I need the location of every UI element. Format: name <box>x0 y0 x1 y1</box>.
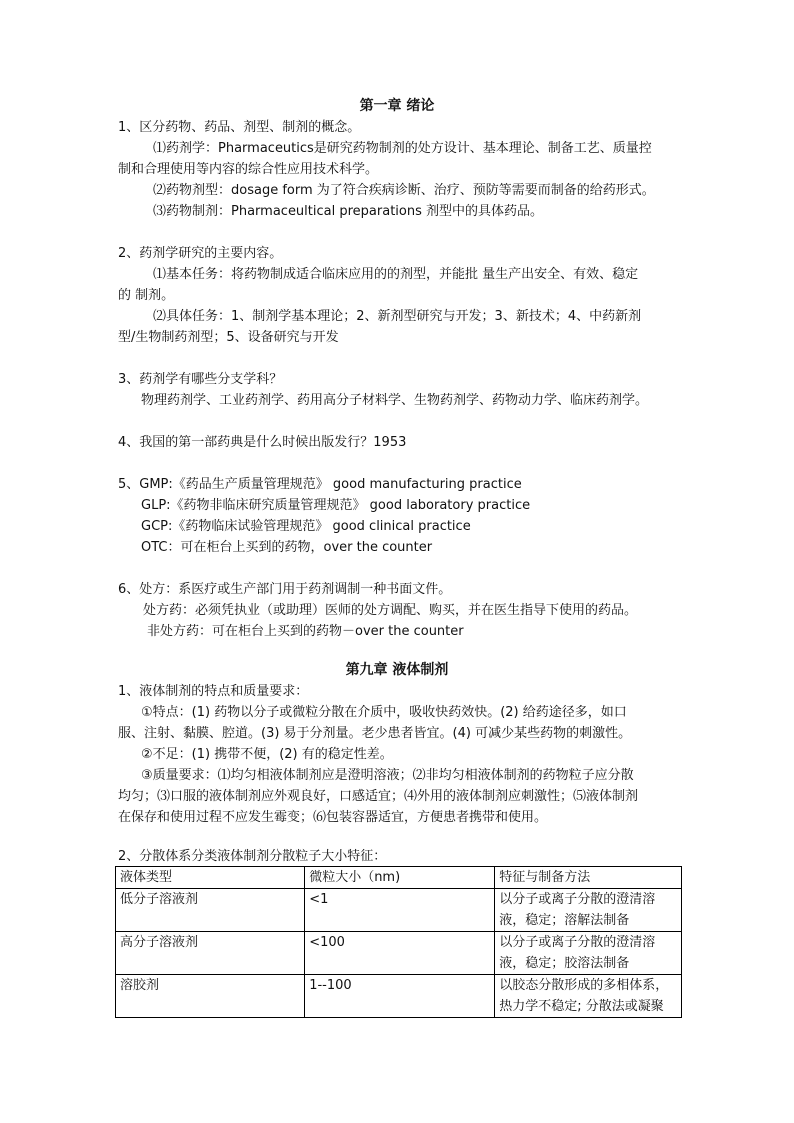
chapter9-title: 第九章 液体制剂 <box>345 662 449 678</box>
table-cell-type: 低分子溶液剂 <box>116 889 305 932</box>
ch9-q2: 2、分散体系分类液体制剂分散粒子大小特征： <box>118 849 387 864</box>
table-cell-feature <box>495 889 682 932</box>
ch1-q6-answer-1: 处方药：必须凭执业（或助理）医师的处方调配、购买，并在医生指导下使用的药品。 <box>143 603 638 618</box>
ch1-q3: 3、药剂学有哪些分支学科？ <box>118 372 283 387</box>
ch1-q3-answer: 物理药剂学、工业药剂学、药用高分子材料学、生物药剂学、药物动力学、临床药剂学。 <box>141 393 649 408</box>
table-cell-feature <box>495 932 682 975</box>
table-cell-type: 溶胶剂 <box>116 975 305 1018</box>
ch1-q5-glp: GLP:《药物非临床研究质量管理规范》 good laboratory practice <box>141 498 531 513</box>
ch1-q5-gmp: 5、GMP:《药品生产质量管理规范》 good manufacturing practice <box>118 477 522 492</box>
ch1-q1-answer-2: ⑵药物剂型：dosage form 为了符合疾病诊断、治疗、预防等需要而制备的给药形式。 <box>153 183 655 198</box>
table-row <box>116 975 682 1018</box>
ch9-quality-cont-1: 均匀；⑶口服的液体制剂应外观良好，口感适宜；⑷外用的液体制剂应刺激性；⑸液体制剂 <box>118 789 639 804</box>
ch1-q5-otc: OTC：可在柜台上买到的药物，over the counter <box>141 540 433 555</box>
table-cell-type: 高分子溶液剂 <box>116 932 305 975</box>
ch9-features-cont: 服、注射、黏膜、腔道。(3) 易于分剂量。老少患者皆宜。(4) 可减少某些药物的刺激性。 <box>118 726 632 741</box>
ch1-q2: 2、药剂学研究的主要内容。 <box>118 246 283 261</box>
feature-line: 以分子或离子分散的澄清溶 <box>499 892 656 907</box>
feature-line: 液，稳定；溶解法制备 <box>499 913 630 928</box>
chapter1-title: 第一章 绪论 <box>359 98 435 114</box>
ch1-q6-answer-2: 非处方药：可在柜台上买到的药物－over the counter <box>147 624 464 639</box>
ch9-q1: 1、液体制剂的特点和质量要求： <box>118 684 309 699</box>
ch9-quality: ③质量要求：⑴均匀相液体制剂应是澄明溶液；⑵非均匀相液体制剂的药物粒子应分散 <box>141 768 634 783</box>
table-cell-size: <1 <box>305 889 495 932</box>
ch1-q1-answer-3: ⑶药物制剂：Pharmaceultical preparations 剂型中的具体药品。 <box>153 204 544 219</box>
feature-line: 热力学不稳定; 分散法或凝聚 <box>499 999 664 1014</box>
table-cell-feature <box>495 975 682 1018</box>
ch1-q5-gcp: GCP:《药物临床试验管理规范》 good clinical practice <box>141 519 471 534</box>
dispersion-table <box>115 866 682 1018</box>
ch1-q2-answer-1: ⑴基本任务：将药物制成适合临床应用的的剂型，并能批 量生产出安全、有效、稳定 <box>153 267 639 282</box>
ch1-q1: 1、区分药物、药品、剂型、制剂的概念。 <box>118 120 361 135</box>
ch1-q6: 6、处方：系医疗或生产部门用于药剂调制一种书面文件。 <box>118 582 452 597</box>
feature-line: 以分子或离子分散的澄清溶 <box>499 935 656 950</box>
ch1-q2-answer-2: ⑵具体任务：1、制剂学基本理论；2、新剂型研究与开发；3、新技术；4、中药新剂 <box>153 309 642 324</box>
table-row <box>116 932 682 975</box>
feature-line: 液，稳定；胶溶法制备 <box>499 956 630 971</box>
ch1-q2-answer-1-cont: 的 制剂。 <box>118 288 175 303</box>
table-cell-size: 1--100 <box>305 975 495 1018</box>
ch9-features: ①特点：(1) 药物以分子或微粒分散在介质中，吸收快药效快。(2) 给药途径多，如口 <box>141 705 627 720</box>
ch1-q4: 4、我国的第一部药典是什么时候出版发行？1953 <box>118 435 407 450</box>
ch9-shortcomings: ②不足：(1) 携带不便，(2) 有的稳定性差。 <box>141 747 393 762</box>
table-header-cell: 微粒大小（nm) <box>305 867 495 889</box>
ch1-q2-answer-2-cont: 型/生物制药剂型；5、设备研究与开发 <box>118 330 339 345</box>
table-header-row <box>116 867 682 889</box>
ch1-q1-answer-1-cont: 制和合理使用等内容的综合性应用技术科学。 <box>118 162 379 177</box>
feature-line: 以胶态分散形成的多相体系， <box>499 978 669 993</box>
ch9-quality-cont-2: 在保存和使用过程不应发生霉变；⑹包装容器适宜，方便患者携带和使用。 <box>118 810 548 825</box>
ch1-q1-answer-1: ⑴药剂学：Pharmaceutics是研究药物制剂的处方设计、基本理论、制备工艺、质量控 <box>153 141 652 156</box>
table-header-cell: 液体类型 <box>116 867 305 889</box>
table-row <box>116 889 682 932</box>
table-cell-size: <100 <box>305 932 495 975</box>
table-header-cell: 特征与制备方法 <box>495 867 682 889</box>
